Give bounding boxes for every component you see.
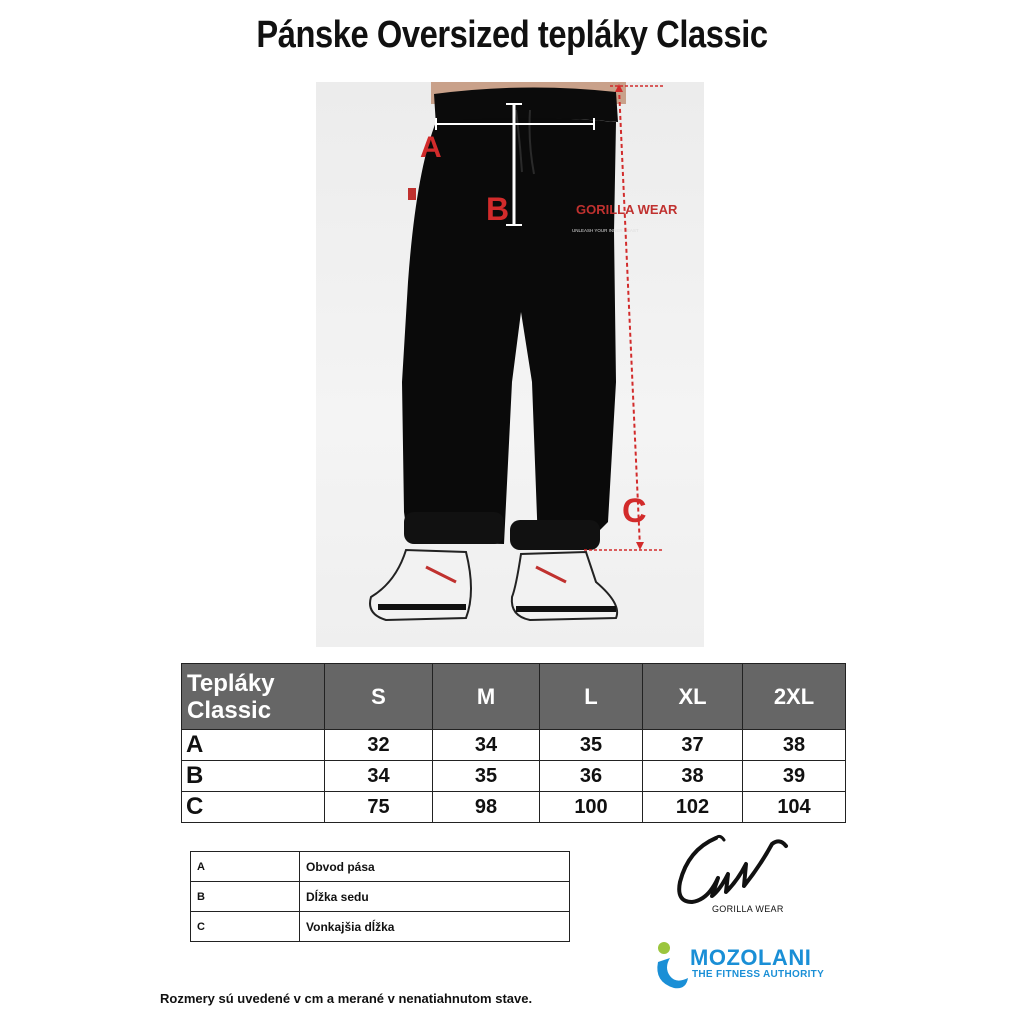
legend-desc: Vonkajšia dĺžka: [300, 912, 570, 942]
size-header-m: M: [433, 664, 540, 730]
legend-desc: Dĺžka sedu: [300, 882, 570, 912]
table-corner-label: [182, 664, 325, 730]
legend-key: A: [191, 852, 300, 882]
garment-sub-text: UNLEASH YOUR INNER BEAST: [572, 228, 639, 233]
size-header-s: S: [325, 664, 433, 730]
table-cell: 100: [540, 792, 643, 823]
table-cell: 38: [643, 761, 743, 792]
row-label: A: [182, 730, 325, 761]
table-row: [182, 761, 846, 792]
product-photo: [316, 82, 704, 647]
row-label: B: [182, 761, 325, 792]
table-cell: 39: [743, 761, 846, 792]
size-header-xl: XL: [643, 664, 743, 730]
legend-key: C: [191, 912, 300, 942]
legend-row: [191, 882, 570, 912]
table-cell: 34: [433, 730, 540, 761]
size-header-l: L: [540, 664, 643, 730]
measure-c-label: C: [622, 492, 647, 530]
page-title: Pánske Oversized tepláky Classic: [256, 14, 768, 56]
footnote: Rozmery sú uvedené v cm a merané v nenatiahnutom stave.: [160, 991, 533, 1006]
table-cell: 36: [540, 761, 643, 792]
measure-b-label: B: [486, 191, 510, 227]
table-cell: 32: [325, 730, 433, 761]
table-cell: 34: [325, 761, 433, 792]
table-label-line1: Tepláky: [187, 669, 275, 697]
size-header-2xl: 2XL: [743, 664, 846, 730]
pants-illustration: [316, 82, 704, 647]
legend-row: [191, 912, 570, 942]
legend-key: B: [191, 882, 300, 912]
table-cell: 75: [325, 792, 433, 823]
table-cell: 104: [743, 792, 846, 823]
size-table-header: [182, 664, 846, 730]
legend-desc: Obvod pása: [300, 852, 570, 882]
mozolani-tagline: THE FITNESS AUTHORITY: [692, 969, 825, 980]
legend-table: [190, 851, 570, 942]
table-cell: 102: [643, 792, 743, 823]
table-cell: 98: [433, 792, 540, 823]
mozolani-name: MOZOLANI: [690, 945, 812, 970]
table-cell: 35: [540, 730, 643, 761]
garment-logo-text: GORILLA WEAR: [576, 202, 678, 217]
size-table: [181, 663, 846, 823]
table-label-line2: Classic: [187, 696, 272, 724]
legend-row: [191, 852, 570, 882]
measure-a-label: A: [420, 131, 442, 164]
table-cell: 37: [643, 730, 743, 761]
row-label: C: [182, 792, 325, 823]
table-row: [182, 730, 846, 761]
table-cell: 38: [743, 730, 846, 761]
table-cell: 35: [433, 761, 540, 792]
gorilla-wear-brand: GORILLA WEAR: [712, 904, 784, 914]
table-row: [182, 792, 846, 823]
